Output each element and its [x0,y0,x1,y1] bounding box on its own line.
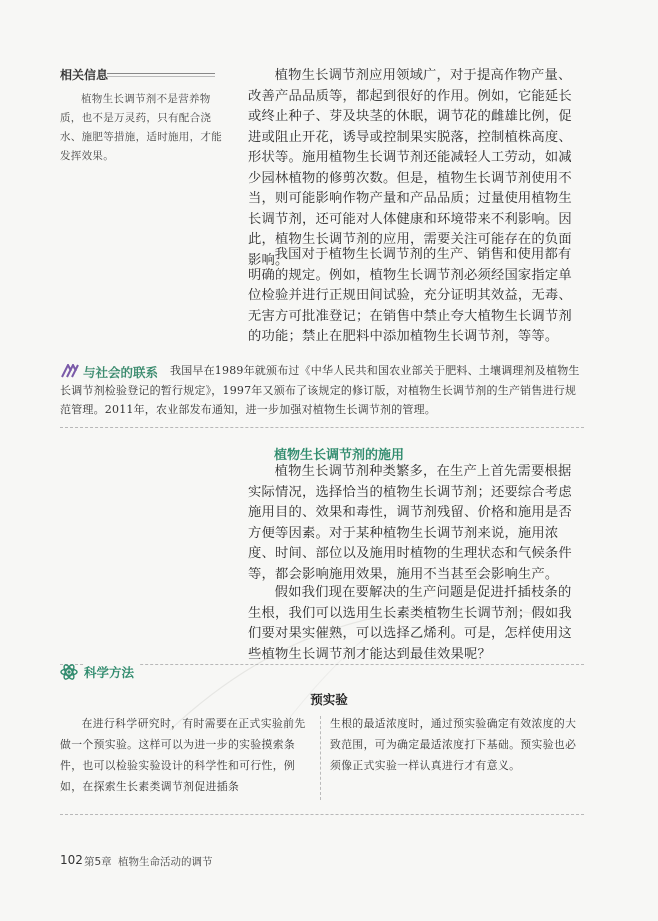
section-paragraph-1: 植物生长调节剂种类繁多，在生产上首先需要根据实际情况，选择恰当的植物生长调节剂；还要综合考虑施用目的、效果和毒性，调节剂残留、价格和施用是否方便等因素。对于某种植物生长调节剂来说，施用浓度、时间、部位以及施用时植物的生理状态和气候条件等，都会影响施用效果，施用不当甚至会影响生产。 [248,464,572,582]
method-column-divider [320,716,321,800]
page-number: 102 [60,853,83,867]
sidebar-rule-secondary [107,76,215,77]
section-heading: 植物生长调节剂的施用 [274,448,405,463]
chapter-title: 植物生命活动的调节 [118,856,213,868]
connection-divider [60,427,584,428]
section-paragraph-2: 假如我们现在要解决的生产问题是促进扦插枝条的生根，我们可以选用生长素类植物生长调节剂；假如我们要对果实催熟，可以选择乙烯利。可是，怎样使用这些植物生长调节剂才能达到最佳效果呢？ [248,585,572,662]
atom-icon [60,663,78,681]
main-paragraph-2: 我国对于植物生长调节剂的生产、销售和使用都有明确的规定。例如，植物生长调节剂必须经国家指定单位检验并进行正规田间试验，充分证明其效益，无毒、无害方可批准登记；在销售中禁止夸大植物生长调节剂的功能；禁止在肥料中添加植物生长调节剂，等等。 [248,247,572,344]
sidebar-text: 植物生长调节剂不是营养物质，也不是万灵药，只有配合浇水、施肥等措施，适时施用，才能发挥效果。 [60,93,222,162]
sidebar-rule [107,73,215,74]
method-bottom-rule [60,814,584,815]
main-paragraph-1: 植物生长调节剂应用领域广，对于提高作物产量、改善产品品质等，都起到很好的作用。例如，它能延长或终止种子、芽及块茎的休眠，调节花的雌雄比例，促进或阻止开花，诱导或控制果实脱落，控制植株高度、形状等。施用植物生长调节剂还能减轻人工劳动，如减少园林植物的修剪次数。但是，植物生长调节剂使用不当，则可能影响作物产量和产品品质；过量使用植物生长调节剂，还可能对人体健康和环境带来不利影响。因此，植物生长调节剂的应用，需要关注可能存在的负面影响。 [248,68,572,268]
sidebar-heading: 相关信息 [60,68,109,82]
method-title: 科学方法 [84,663,140,681]
chapter-label: 第5章 [84,856,112,868]
method-left-column: 在进行科学研究时，有时需要在正式实验前先做一个预实验。这样可以为进一步的实验摸索条件，也可以检验实验设计的科学性和可行性，例如，在探索生长素类调节剂促进插条 [60,717,306,793]
society-connection-icon [61,364,81,378]
connection-title: 与社会的联系 [83,365,159,380]
connection-text: 我国早在1989年就颁布过《中华人民共和国农业部关于肥料、土壤调理剂及植物生长调节剂检验登记的暂行规定》，1997年又颁布了该规定的修订版，对植物生长调节剂的生产销售进行规范管理。2011年，农业部发布通知，进一步加强对植物生长调节剂的管理。 [60,364,580,416]
method-right-column: 生根的最适浓度时，通过预实验确定有效浓度的大致范围，可为确定最适浓度打下基础。预实验也必须像正式实验一样认真进行才有意义。 [330,717,577,772]
method-subtitle: 预实验 [310,692,348,707]
